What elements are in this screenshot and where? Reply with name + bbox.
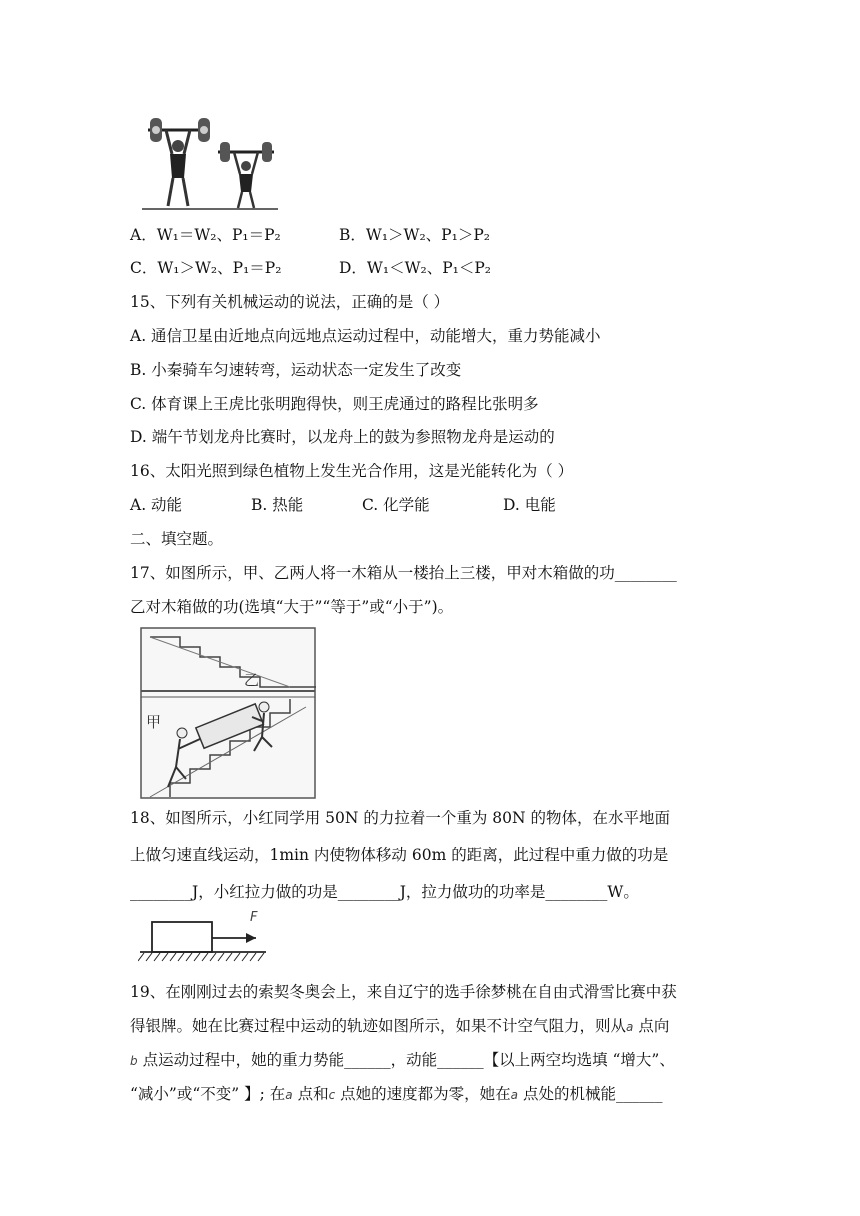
stairs-figure <box>140 627 316 799</box>
q18-line-2: 上做匀速直线运动，1min 内使物体移动 60m 的距离，此过程中重力做的功是 <box>130 846 669 864</box>
q15-option-b: B. 小秦骑车匀速转弯，运动状态一定发生了改变 <box>130 361 462 379</box>
q18-line-1: 18、如图所示，小红同学用 50N 的力拉着一个重为 80N 的物体，在水平地面 <box>130 809 671 827</box>
point-b-symbol: b <box>130 1054 138 1068</box>
q18-line-3: ________J，小红拉力做的功是________J，拉力做功的功率是________W。 <box>130 883 639 901</box>
q14-option-d: D．W₁＜W₂、P₁＜P₂ <box>339 259 492 277</box>
q14-option-b: B．W₁＞W₂、P₁＞P₂ <box>339 226 490 244</box>
q17-line-1: 17、如图所示，甲、乙两人将一木箱从一楼抬上三楼，甲对木箱做的功________ <box>130 564 677 582</box>
figure-label-jia: 甲 <box>146 713 162 731</box>
q15-option-a: A. 通信卫星由近地点向远地点运动过程中，动能增大，重力势能减小 <box>130 327 601 345</box>
q14-option-a: A．W₁＝W₂、P₁＝P₂ <box>130 226 281 244</box>
section-title-fill-in: 二、填空题。 <box>130 530 224 548</box>
q19-line-4d-text: 点处的机械能______ <box>522 1085 663 1103</box>
point-a-symbol-3: a <box>510 1088 519 1102</box>
weightlifters-figure <box>140 112 280 212</box>
q16-option-b: B. 热能 <box>251 496 304 514</box>
q17-line-2: 乙对木箱做的功(选填“大于”“等于”或“小于”)。 <box>130 598 454 616</box>
q19-line-4c-text: 点她的速度都为零，她在 <box>340 1085 511 1103</box>
force-label-f: F <box>250 910 258 925</box>
q16-option-c: C. 化学能 <box>362 496 430 514</box>
figure-label-yi: 乙 <box>244 671 260 689</box>
point-a-symbol-2: a <box>285 1088 293 1102</box>
q15-option-d: D. 端午节划龙舟比赛时，以龙舟上的鼓为参照物龙舟是运动的 <box>130 428 555 446</box>
q16-option-a: A. 动能 <box>130 496 183 514</box>
q16-stem: 16、太阳光照到绿色植物上发生光合作用，这是光能转化为（ ） <box>130 462 574 480</box>
q19-line-3 <box>130 1050 675 1071</box>
q19-line-4a-text: “减小”或“不变” 】; 在 <box>130 1085 286 1103</box>
q15-option-c: C. 体育课上王虎比张明跑得快，则王虎通过的路程比张明多 <box>130 395 539 413</box>
q19-line-2b-text: 点向 <box>638 1017 670 1035</box>
point-a-symbol: a <box>626 1020 634 1034</box>
q19-line-3-text: 点运动过程中，她的重力势能______，动能______【以上两空均选填 “增大”、 <box>142 1051 675 1069</box>
q19-line-4 <box>130 1084 662 1105</box>
q19-line-2 <box>130 1016 669 1037</box>
q15-stem: 15、下列有关机械运动的说法，正确的是（ ） <box>130 293 450 311</box>
point-c-symbol: c <box>328 1088 336 1102</box>
q19-line-4b-text: 点和 <box>297 1085 329 1103</box>
q19-line-1: 19、在刚刚过去的索契冬奥会上，来自辽宁的选手徐梦桃在自由式滑雪比赛中获 <box>130 983 677 1001</box>
q19-line-2-text: 得银牌。她在比赛过程中运动的轨迹如图所示，如果不计空气阻力，则从 <box>130 1017 627 1035</box>
q14-option-c: C．W₁＞W₂、P₁＝P₂ <box>130 259 282 277</box>
block-force-figure <box>138 910 268 968</box>
q16-option-d: D. 电能 <box>503 496 556 514</box>
